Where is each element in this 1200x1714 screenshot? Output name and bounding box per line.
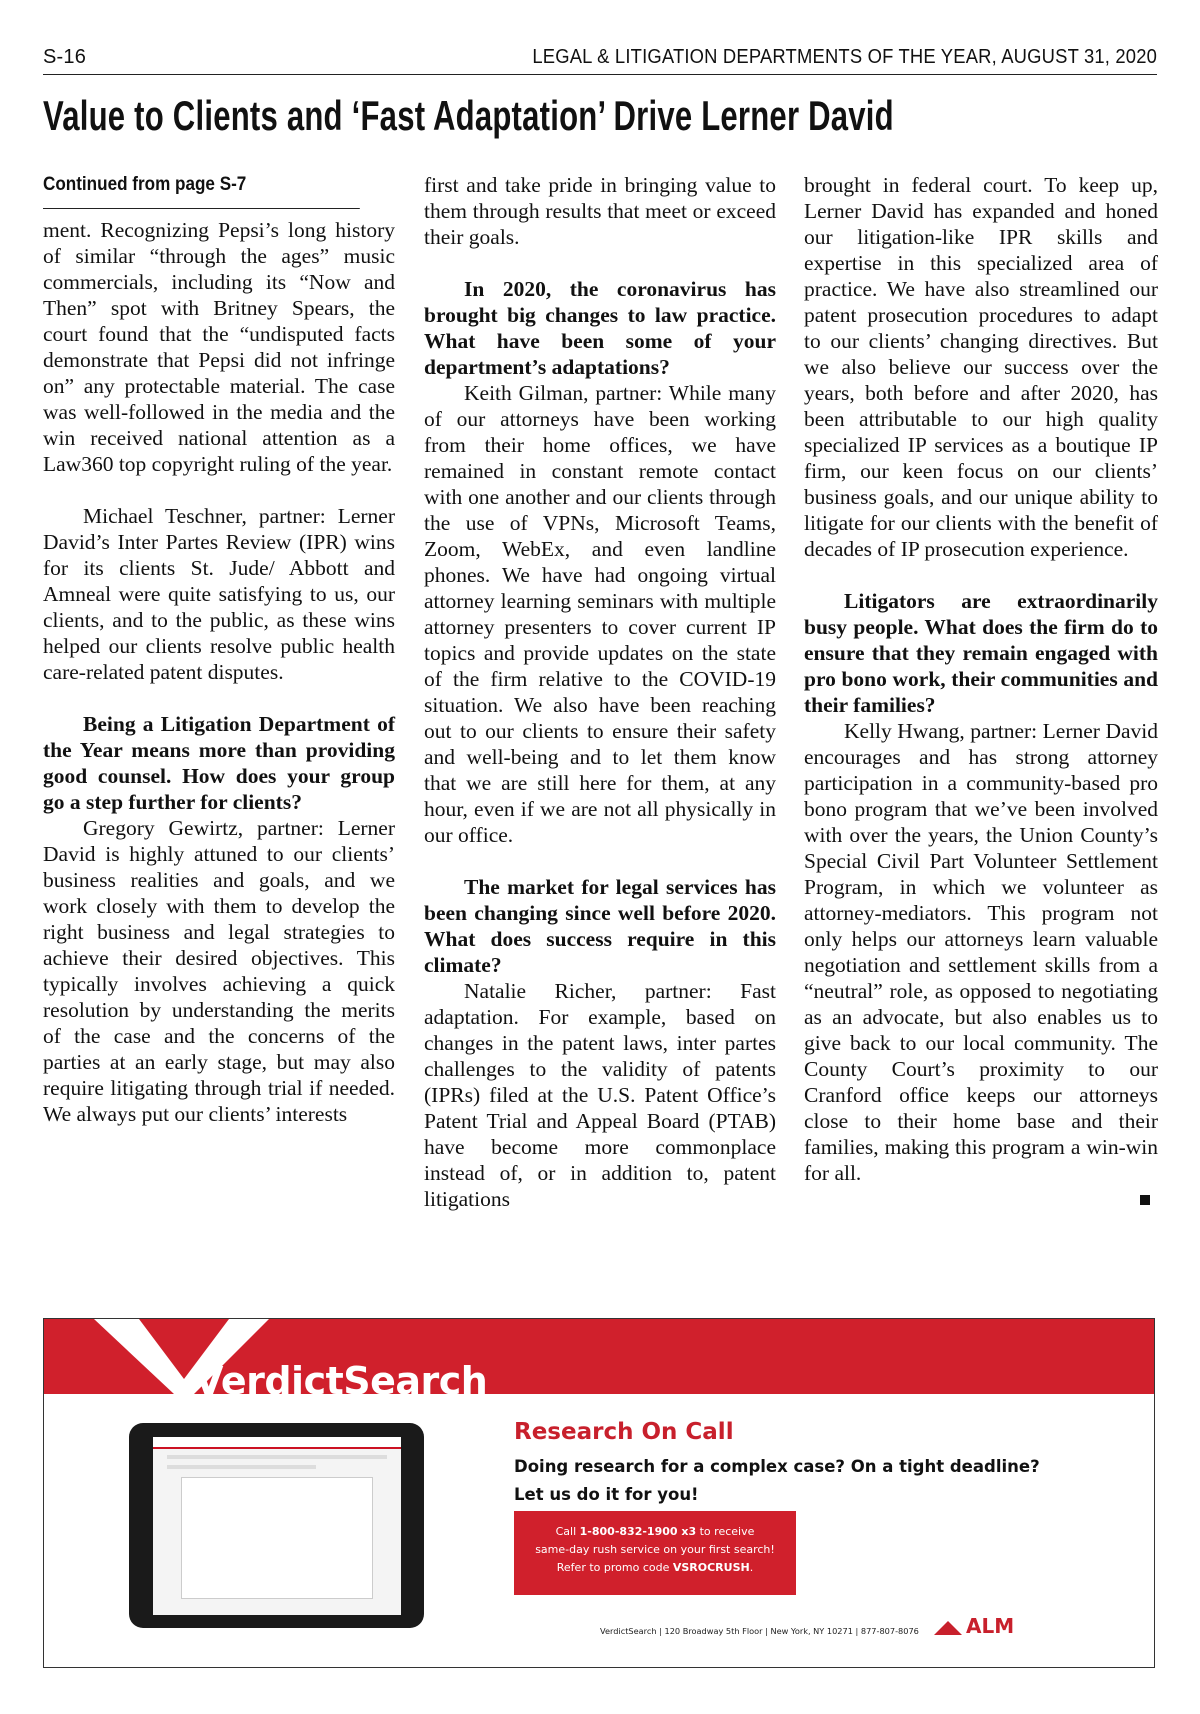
publication-title: LEGAL & LITIGATION DEPARTMENTS OF THE YEAR, AUGUST 31, 2020	[532, 46, 1157, 68]
ad-sub-line-1: Doing research for a complex case? On a tight deadline?	[514, 1457, 1040, 1476]
paragraph: Natalie Richer, partner: Fast adaptation. For example, based on changes in the patent laws, inter partes challenges to the validity of patents (IPRs) filed at the U.S. Patent Office’s Patent Trial and Appeal Board (PTAB) have become more commonplace instead of, or in addition to, patent litigations	[424, 979, 776, 1211]
question: In 2020, the coronavirus has brought big changes to law practice. What have been some of your department’s adaptations?	[424, 277, 776, 379]
alm-triangle-icon	[934, 1621, 962, 1635]
alm-text: ALM	[966, 1614, 1015, 1638]
page-number: S-16	[43, 46, 87, 68]
paragraph: brought in federal court. To keep up, Lerner David has expanded and honed our litigation-like IPR skills and expertise in this specialized area of practice. We have also streamlined our patent prosecution procedures to adapt to our clients’ changing directives. But we also believe our success over the years, both before and after 2020, has been attributable to our high quality specialized IP services as a boutique IP firm, our keen focus on our clients’ business goals, and our unique ability to litigate for our clients with the benefit of decades of IP prosecution experience.	[804, 173, 1158, 561]
ad-footer: VerdictSearch | 120 Broadway 5th Floor | New York, NY 10271 | 877-807-8076	[600, 1626, 919, 1636]
paragraph: Gregory Gewirtz, partner: Lerner David is highly attuned to our clients’ business realities and goals, and we work closely with them to develop the right business and legal strategies to achieve their desired objectives. This typically involves achieving a quick resolution by understanding the merits of the case and the concerns of the parties at an early stage, but may also require litigating through trial if needed. We always put our clients’ interests	[43, 816, 395, 1126]
column-2	[424, 172, 776, 1212]
end-mark-icon	[1140, 1195, 1150, 1205]
headline: Value to Clients and ‘Fast Adaptation’ Drive Lerner David	[43, 92, 894, 139]
cta-line-2: same-day rush service on your first search!	[535, 1543, 775, 1556]
cta-text: Refer to promo code	[556, 1561, 673, 1574]
tablet-image	[129, 1423, 424, 1628]
cta-promo-code: VSROCRUSH	[672, 1561, 750, 1574]
question: Being a Litigation Department of the Year means more than providing good counsel. How does your group go a step further for clients?	[43, 712, 395, 814]
question: Litigators are extraordinarily busy people. What does the firm do to ensure that they remain engaged with pro bono work, their communities and their families?	[804, 589, 1158, 717]
paragraph: Keith Gilman, partner: While many of our attorneys have been working from their home offices, we have remained in constant remote contact with one another and our clients through the use of VPNs, Microsoft Teams, Zoom, WebEx, and even landline phones. We have had ongoing virtual attorney learning seminars with multiple attorney presenters to cover current IP topics and provide updates on the state of the firm relative to the COVID-19 situation. We also have been reaching out to our clients to ensure their safety and well-being and to let them know that we are still here for them, at any hour, even if we are not all physically in our office.	[424, 381, 776, 847]
ad-banner	[44, 1319, 1154, 1394]
cta-text: .	[749, 1561, 754, 1574]
column-1	[43, 172, 395, 1127]
question: The market for legal services has been changing since well before 2020. What does success require in this climate?	[424, 875, 776, 977]
paragraph: first and take pride in bringing value to them through results that meet or exceed their goals.	[424, 173, 776, 249]
cta-phone[interactable]: 1-800-832-1900 x3	[579, 1525, 697, 1538]
cta-text: to receive	[696, 1525, 755, 1538]
ad-brand: VerdictSearch	[194, 1359, 488, 1394]
ad-subtext	[514, 1453, 1114, 1509]
paragraph: ment. Recognizing Pepsi’s long history of similar “through the ages” music commercials, including its “Now and Then” spot with Britney Spears, the court found that the “undisputed facts demonstrate that Pepsi did not infringe on” any protectable material. The case was well-followed in the media and the win received national attention as a Law360 top copyright ruling of the year.	[43, 218, 395, 476]
paragraph: Michael Teschner, partner: Lerner David’s Inter Partes Review (IPR) wins for its clients St. Jude/ Abbott and Amneal were quite satisfying to us, our clients, and to the public, as these wins helped our clients resolve public health care-related patent disputes.	[43, 504, 395, 684]
paragraph: Kelly Hwang, partner: Lerner David encourages and has strong attorney participation in a community-based pro bono program that we’ve been involved with over the years, the Union County’s Special Civil Part Volunteer Settlement Program, in which we volunteer as attorney-mediators. This program not only helps our attorneys learn valuable negotiation and settlement skills from a “neutral” role, as opposed to negotiating as an advocate, but also enables us to give back to our local community. The County Court’s proximity to our Cranford office keeps our attorneys close to their home base and their families, making this program a win-win for all.	[804, 719, 1158, 1185]
ad-sub-line-2: Let us do it for you!	[514, 1485, 699, 1504]
cta-text: Call	[555, 1525, 580, 1538]
verdictsearch-advertisement[interactable]	[43, 1318, 1155, 1668]
column-3	[804, 172, 1158, 1205]
alm-logo	[934, 1614, 1014, 1638]
page-header	[43, 44, 1157, 75]
continued-note: Continued from page S-7	[43, 172, 360, 209]
ad-headline: Research On Call	[514, 1419, 734, 1445]
tablet-screen	[153, 1437, 401, 1615]
ad-call-to-action[interactable]	[514, 1511, 796, 1595]
